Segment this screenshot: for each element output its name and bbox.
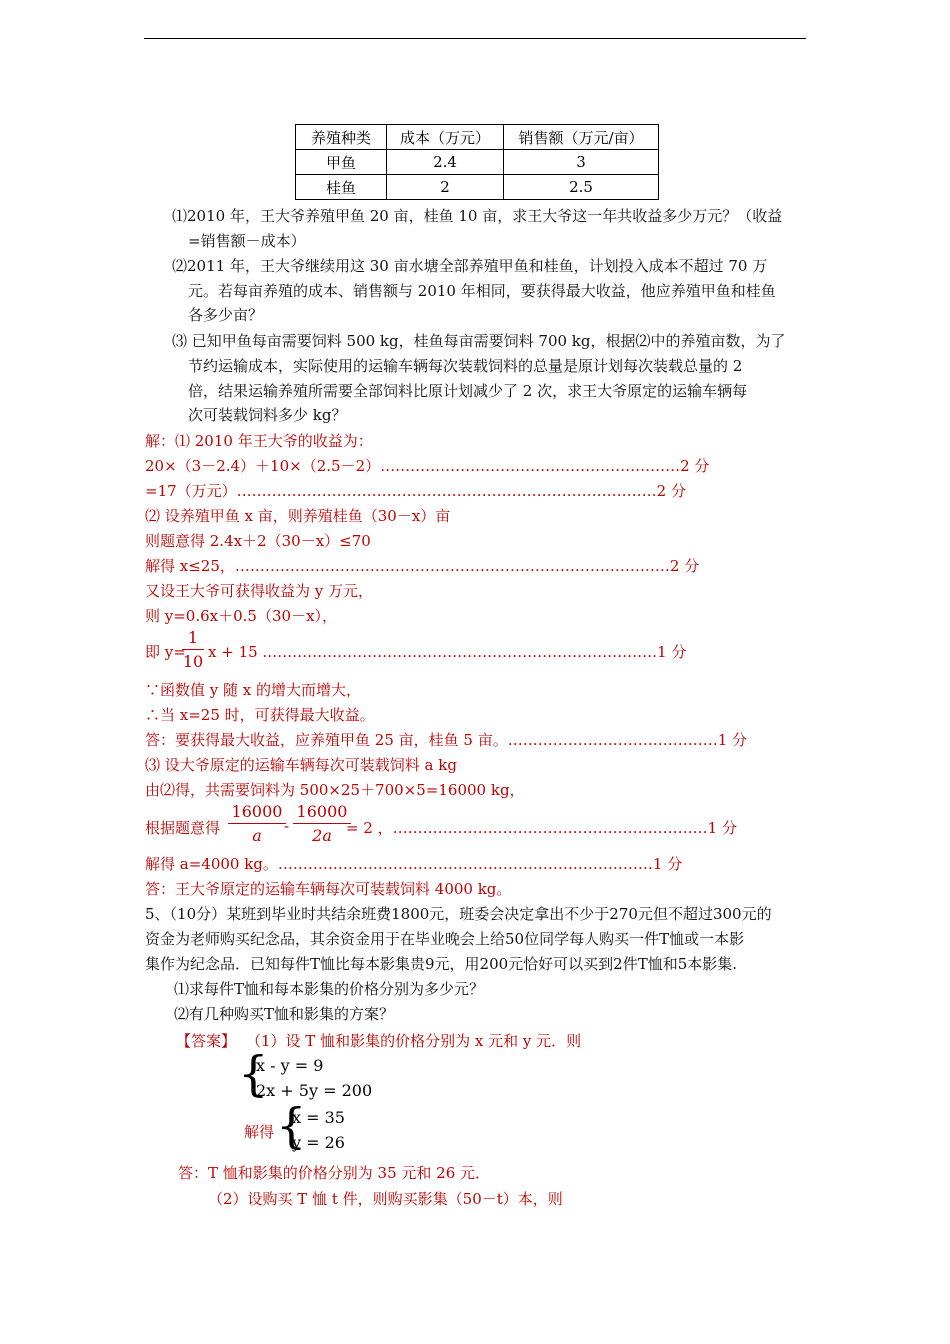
solution-line: ⑵ 设养殖甲鱼 x 亩，则养殖桂鱼（30－x）亩 (145, 507, 451, 525)
fraction-numerator: 1 (187, 628, 199, 647)
solution-line: 由⑵得，共需要饲料为 500×25＋700×5=16000 kg， (145, 781, 525, 799)
minus-sign: - (284, 817, 290, 835)
fraction-numerator: 16000 (231, 802, 283, 821)
equation: x - y = 9 (256, 1056, 324, 1075)
question-text: ⑶ 已知甲鱼每亩需要饲料 500 kg，桂鱼每亩需要饲料 700 kg，根据⑵中的养殖亩数，为了 (172, 332, 786, 350)
question-text: 各多少亩？ (188, 306, 264, 324)
answer-line: 答：T 恤和影集的价格分别为 35 元和 26 元． (178, 1164, 491, 1182)
solution-line: 根据题意得 (145, 819, 221, 837)
solution-line: 解：⑴ 2010 年王大爷的收益为： (145, 432, 373, 450)
fraction-bar (182, 649, 204, 650)
table-header-cell: 销售额（万元/亩） (504, 125, 659, 150)
solution-line: 解得 x≤25，……………………………………………………………………………2 分 (145, 557, 700, 575)
fraction-denominator: 2a (312, 826, 332, 845)
brace-icon: { (238, 1046, 269, 1102)
fraction-bar (228, 823, 286, 824)
fraction (228, 802, 286, 845)
solve-label: 解得 (244, 1123, 275, 1141)
fraction-numerator: 16000 (296, 802, 348, 821)
table-row (296, 175, 659, 200)
equation: x = 35 (292, 1108, 345, 1127)
fraction-denominator: a (252, 826, 262, 845)
question-text: 节约运输成本，实际使用的运输车辆每次装载饲料的总量是原计划每次装载总量的 2 (188, 357, 743, 375)
table-header-cell: 成本（万元） (387, 125, 504, 150)
answer-tag: 【答案】 (176, 1032, 237, 1050)
data-table (295, 124, 659, 200)
fraction (293, 802, 351, 845)
solution-line: 答：要获得最大收益，应养殖甲鱼 25 亩，桂鱼 5 亩。……………………………………1 分 (145, 731, 748, 749)
equation: y = 26 (292, 1133, 345, 1152)
solution-line: = 2 ，………………………………………………………1 分 (346, 819, 737, 837)
solution-line: 解得 a=4000 kg。…………………………………………………………………1 分 (145, 855, 683, 873)
question-text: 资金为老师购买纪念品，其余资金用于在毕业晚会上给50位同学每人购买一件T恤或一本影 (145, 930, 745, 948)
table-cell: 2 (387, 175, 504, 200)
solution-line: 20×（3－2.4）＋10×（2.5－2）……………………………………………………2 分 (145, 457, 710, 475)
solution-line: 又设王大爷可获得收益为 y 万元， (145, 582, 374, 600)
table-cell: 2.4 (387, 150, 504, 175)
question-text: =销售额－成本） (188, 232, 306, 250)
table-cell: 甲鱼 (296, 150, 387, 175)
header-rule (144, 38, 806, 39)
solution-line: ∵函数值 y 随 x 的增大而增大， (145, 681, 362, 699)
solution-line: 即 y= (145, 643, 186, 661)
question-text: ⑴2010 年，王大爷养殖甲鱼 20 亩，桂鱼 10 亩，求王大爷这一年共收益多少万元？（收益 (172, 207, 783, 225)
brace-icon: { (276, 1098, 307, 1154)
answer-line: （1）设 T 恤和影集的价格分别为 x 元和 y 元．则 (246, 1032, 582, 1050)
solution-line: =17（万元）…………………………………………………………………………2 分 (145, 482, 686, 500)
table-cell: 3 (504, 150, 659, 175)
question-text: 次可装载饲料多少 kg？ (188, 406, 347, 424)
table-cell: 桂鱼 (296, 175, 387, 200)
fraction-denominator: 10 (182, 652, 204, 671)
solution-line: 则 y=0.6x＋0.5（30－x）， (145, 607, 338, 625)
solution-line: 则题意得 2.4x＋2（30－x）≤70 (145, 532, 371, 550)
equation: 2x + 5y = 200 (256, 1081, 373, 1100)
solution-line: ∴当 x=25 时，可获得最大收益。 (145, 706, 375, 724)
question-text: ⑵2011 年，王大爷继续用这 30 亩水塘全部养殖甲鱼和桂鱼，计划投入成本不超过 70 万 (172, 257, 768, 275)
question-text: 5、（10分）某班到毕业时共结余班费1800元，班委会决定拿出不少于270元但不超过300元的 (145, 905, 772, 923)
solution-line: 答：王大爷原定的运输车辆每次可装载饲料 4000 kg。 (145, 880, 512, 898)
fraction-bar (293, 823, 351, 824)
fraction (182, 628, 204, 671)
solution-line: ⑶ 设大爷原定的运输车辆每次可装载饲料 a kg (145, 756, 457, 774)
solution-line: x + 15 .……………………………………………………………………1 分 (208, 643, 687, 661)
question-text: 倍，结果运输养殖所需要全部饲料比原计划减少了 2 次，求王大爷原定的运输车辆每 (188, 382, 748, 400)
answer-line: （2）设购买 T 恤 t 件，则购买影集（50－t）本，则 (208, 1190, 563, 1208)
table-row (296, 150, 659, 175)
question-text: ⑵有几种购买T恤和影集的方案？ (174, 1005, 395, 1023)
question-text: 集作为纪念品．已知每件T恤比每本影集贵9元，用200元恰好可以买到2件T恤和5本影集. (145, 955, 738, 973)
table-cell: 2.5 (504, 175, 659, 200)
table-header-cell: 养殖种类 (296, 125, 387, 150)
question-text: ⑴求每件T恤和每本影集的价格分别为多少元？ (174, 980, 485, 998)
question-text: 元。若每亩养殖的成本、销售额与 2010 年相同，要获得最大收益，他应养殖甲鱼和桂鱼 (188, 282, 776, 300)
table-header-row (296, 125, 659, 150)
